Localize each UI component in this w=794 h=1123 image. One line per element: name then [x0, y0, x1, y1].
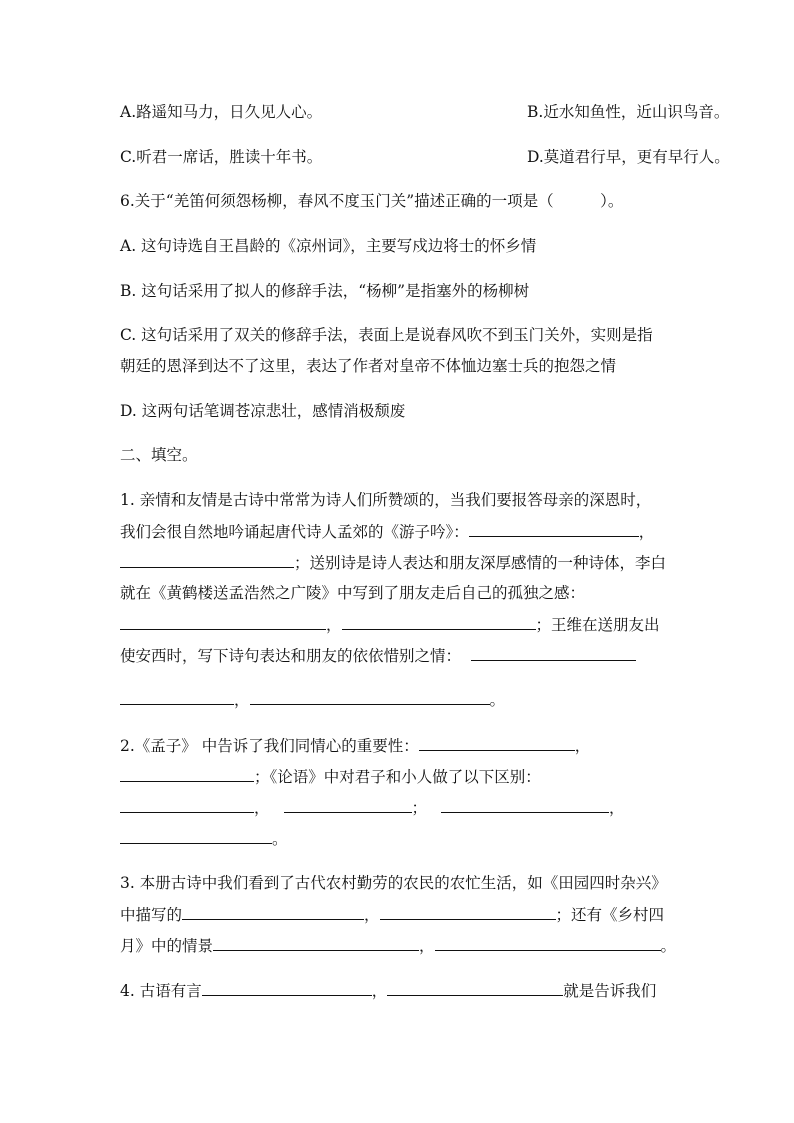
fill3-blank-1[interactable]: [182, 904, 364, 920]
fill2-blank-4[interactable]: [284, 797, 412, 813]
q6-option-c-line2: 朝廷的恩泽到达不了这里，表达了作者对皇帝不体恤边塞士兵的抱怨之情: [120, 357, 617, 375]
fill3-blank-4[interactable]: [435, 935, 661, 951]
fill3-blank-2[interactable]: [380, 904, 556, 920]
q5-option-c: C.听君一席话，胜读十年书。: [120, 148, 323, 166]
q6-option-d: D. 这两句话笔调苍凉悲壮，感情消极颓废: [120, 402, 406, 420]
q5-option-b: B.近水知鱼性，近山识鸟音。: [527, 103, 730, 121]
fill1-blank-2[interactable]: [120, 552, 294, 568]
fill1-line7: ， 。: [120, 689, 505, 710]
section-title-fill-blank: 二、填空。: [120, 446, 198, 464]
fill2-line3: ， ； ，: [120, 797, 625, 818]
fill2-line2: ；《论语》中对君子和小人做了以下区别：: [120, 766, 541, 787]
fill1-blank-7[interactable]: [250, 689, 490, 705]
fill2-blank-1[interactable]: [419, 735, 575, 751]
fill3-blank-3[interactable]: [213, 935, 419, 951]
fill3-line1: 3. 本册古诗中我们看到了古代农村勤劳的农民的农忙生活，如《田园四时杂兴》: [120, 874, 667, 892]
q5-option-d: D.莫道君行早，更有早行人。: [527, 148, 730, 166]
fill1-line4: 就在《黄鹤楼送孟浩然之广陵》中写到了朋友走后自己的孤独之感：: [120, 584, 586, 602]
fill2-blank-5[interactable]: [441, 797, 609, 813]
fill1-blank-6[interactable]: [120, 689, 234, 705]
fill1-line2: 我们会很自然地吟诵起唐代诗人孟郊的《游子吟》： ，: [120, 523, 655, 541]
q6-option-a: A. 这句诗选自王昌龄的《凉州词》，主要写戍边将士的怀乡情: [120, 237, 537, 255]
q5-option-row-1: [120, 102, 730, 122]
fill4-blank-1[interactable]: [202, 980, 372, 996]
q5-option-row-2: [120, 147, 730, 167]
q6-stem: 6.关于“羌笛何须怨杨柳，春风不度玉门关”描述正确的一项是（ ）。: [120, 192, 624, 210]
fill2-line1: 2.《孟子》 中告诉了我们同情心的重要性： ，: [120, 737, 591, 755]
q6-option-b: B. 这句话采用了拟人的修辞手法，“杨柳”是指塞外的杨柳树: [120, 282, 530, 300]
fill1-blank-3[interactable]: [120, 614, 326, 630]
fill1-line6: 使安西时，写下诗句表达和朋友的依依惜别之情：: [120, 645, 636, 666]
fill1-blank-5[interactable]: [471, 645, 636, 661]
q5-option-a: A.路遥知马力，日久见人心。: [120, 103, 323, 121]
fill1-line5: ， ；王维在送朋友出: [120, 614, 660, 635]
fill4-line1: 4. 古语有言 ， 就是告诉我们: [120, 982, 657, 1000]
fill1-line3: ；送别诗是诗人表达和朋友深厚感情的一种诗体，李白: [120, 552, 666, 573]
fill2-blank-2[interactable]: [120, 766, 254, 782]
fill2-blank-3[interactable]: [120, 797, 254, 813]
fill3-line2: 中描写的 ， ；还有《乡村四: [120, 906, 665, 924]
fill1-blank-1[interactable]: [469, 521, 639, 537]
fill2-line4: 。: [120, 828, 288, 849]
fill2-blank-6[interactable]: [120, 828, 272, 844]
fill3-line3: 月》中的情景 ， 。: [120, 937, 677, 955]
fill1-line1: 1. 亲情和友情是古诗中常常为诗人们所赞颂的，当我们要报答母亲的深恩时，: [120, 491, 652, 509]
fill4-blank-2[interactable]: [387, 980, 563, 996]
q6-option-c-line1: C. 这句话采用了双关的修辞手法，表面上是说春风吹不到玉门关外，实则是指: [120, 326, 653, 344]
fill1-blank-4[interactable]: [342, 614, 536, 630]
